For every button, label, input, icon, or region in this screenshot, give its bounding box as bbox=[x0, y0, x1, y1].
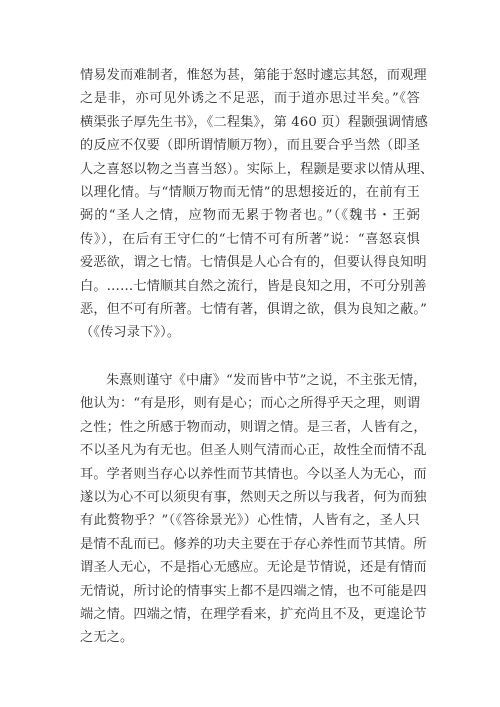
text-line: 情易发而难制者，惟怒为甚，第能于怒时遽忘其怒，而观理 bbox=[80, 68, 427, 83]
text-line: 朱熹则谨守《中庸》“发而皆中节”之说，不主张无情， bbox=[106, 373, 427, 388]
text-line: 爱恶欲，谓之七情。七情俱是人心合有的，但要认得良知明 bbox=[80, 255, 427, 271]
text-line: 传》），在后有王守仁的“七情不可有所著”说：“喜怒哀惧 bbox=[80, 231, 420, 247]
text-line: 的反应不仅要（即所谓情顺万物），而且要合乎当然（即圣 bbox=[80, 138, 421, 154]
text-line: 遂以为心不可以须臾有事，然则天之所以与我者，何为而独 bbox=[80, 489, 427, 505]
text-line: 有此赘物乎？”（《答徐景光》）心性情，人皆有之，圣人只 bbox=[80, 513, 420, 529]
text-line: 是情不乱而已。修养的功夫主要在于存心养性而节其情。所 bbox=[80, 536, 427, 552]
text-line: 端之情。四端之情，在理学看来，扩充尚且不及，更遑论节 bbox=[80, 606, 427, 622]
paragraph-2 bbox=[80, 369, 427, 650]
text-line: 耳。学者则当存心以养性而节其情也。今以圣人为无心，而 bbox=[80, 466, 427, 482]
text-line: 他认为：“有是形，则有是心；而心之所得乎天之理，则谓 bbox=[80, 396, 421, 412]
text-line: 无情说，所讨论的情事实上都不是四端之情，也不可能是四 bbox=[80, 583, 427, 599]
text-line: 之无之。 bbox=[80, 630, 134, 646]
text-line: 横渠张子厚先生书》，《二程集》，第 460 页）程颢强调情感 bbox=[80, 114, 428, 130]
text-line: 之性；性之所感于物而动，则谓之情。是三者，人皆有之， bbox=[80, 419, 427, 435]
text-line: 人之喜怒以物之当喜当怒）。实际上，程颢是要求以情从理、 bbox=[80, 161, 434, 177]
text-line: 之是非，亦可见外诱之不足恶，而于道亦思过半矣。”《答 bbox=[80, 91, 420, 107]
text-line: 谓圣人无心，不是指心无感应。无论是节情说，还是有情而 bbox=[80, 560, 427, 576]
text-line: 不以圣凡为有无也。但圣人则气清而心正，故性全而情不乱 bbox=[80, 443, 427, 459]
paragraph-1 bbox=[80, 64, 434, 345]
text-line: 弼的“圣人之情，应物而无累于物者也。”（《魏书・王弼 bbox=[80, 208, 420, 224]
text-line: 以理化情。与“情顺万物而无情”的思想接近的，在前有王 bbox=[80, 184, 420, 200]
text-line: 白。……七情顺其自然之流行，皆是良知之用，不可分别善 bbox=[80, 278, 427, 294]
text-line: 恶，但不可有所著。七情有著，俱谓之欲，俱为良知之蔽。” bbox=[80, 301, 428, 317]
text-line: （《传习录下》）。 bbox=[80, 325, 181, 341]
